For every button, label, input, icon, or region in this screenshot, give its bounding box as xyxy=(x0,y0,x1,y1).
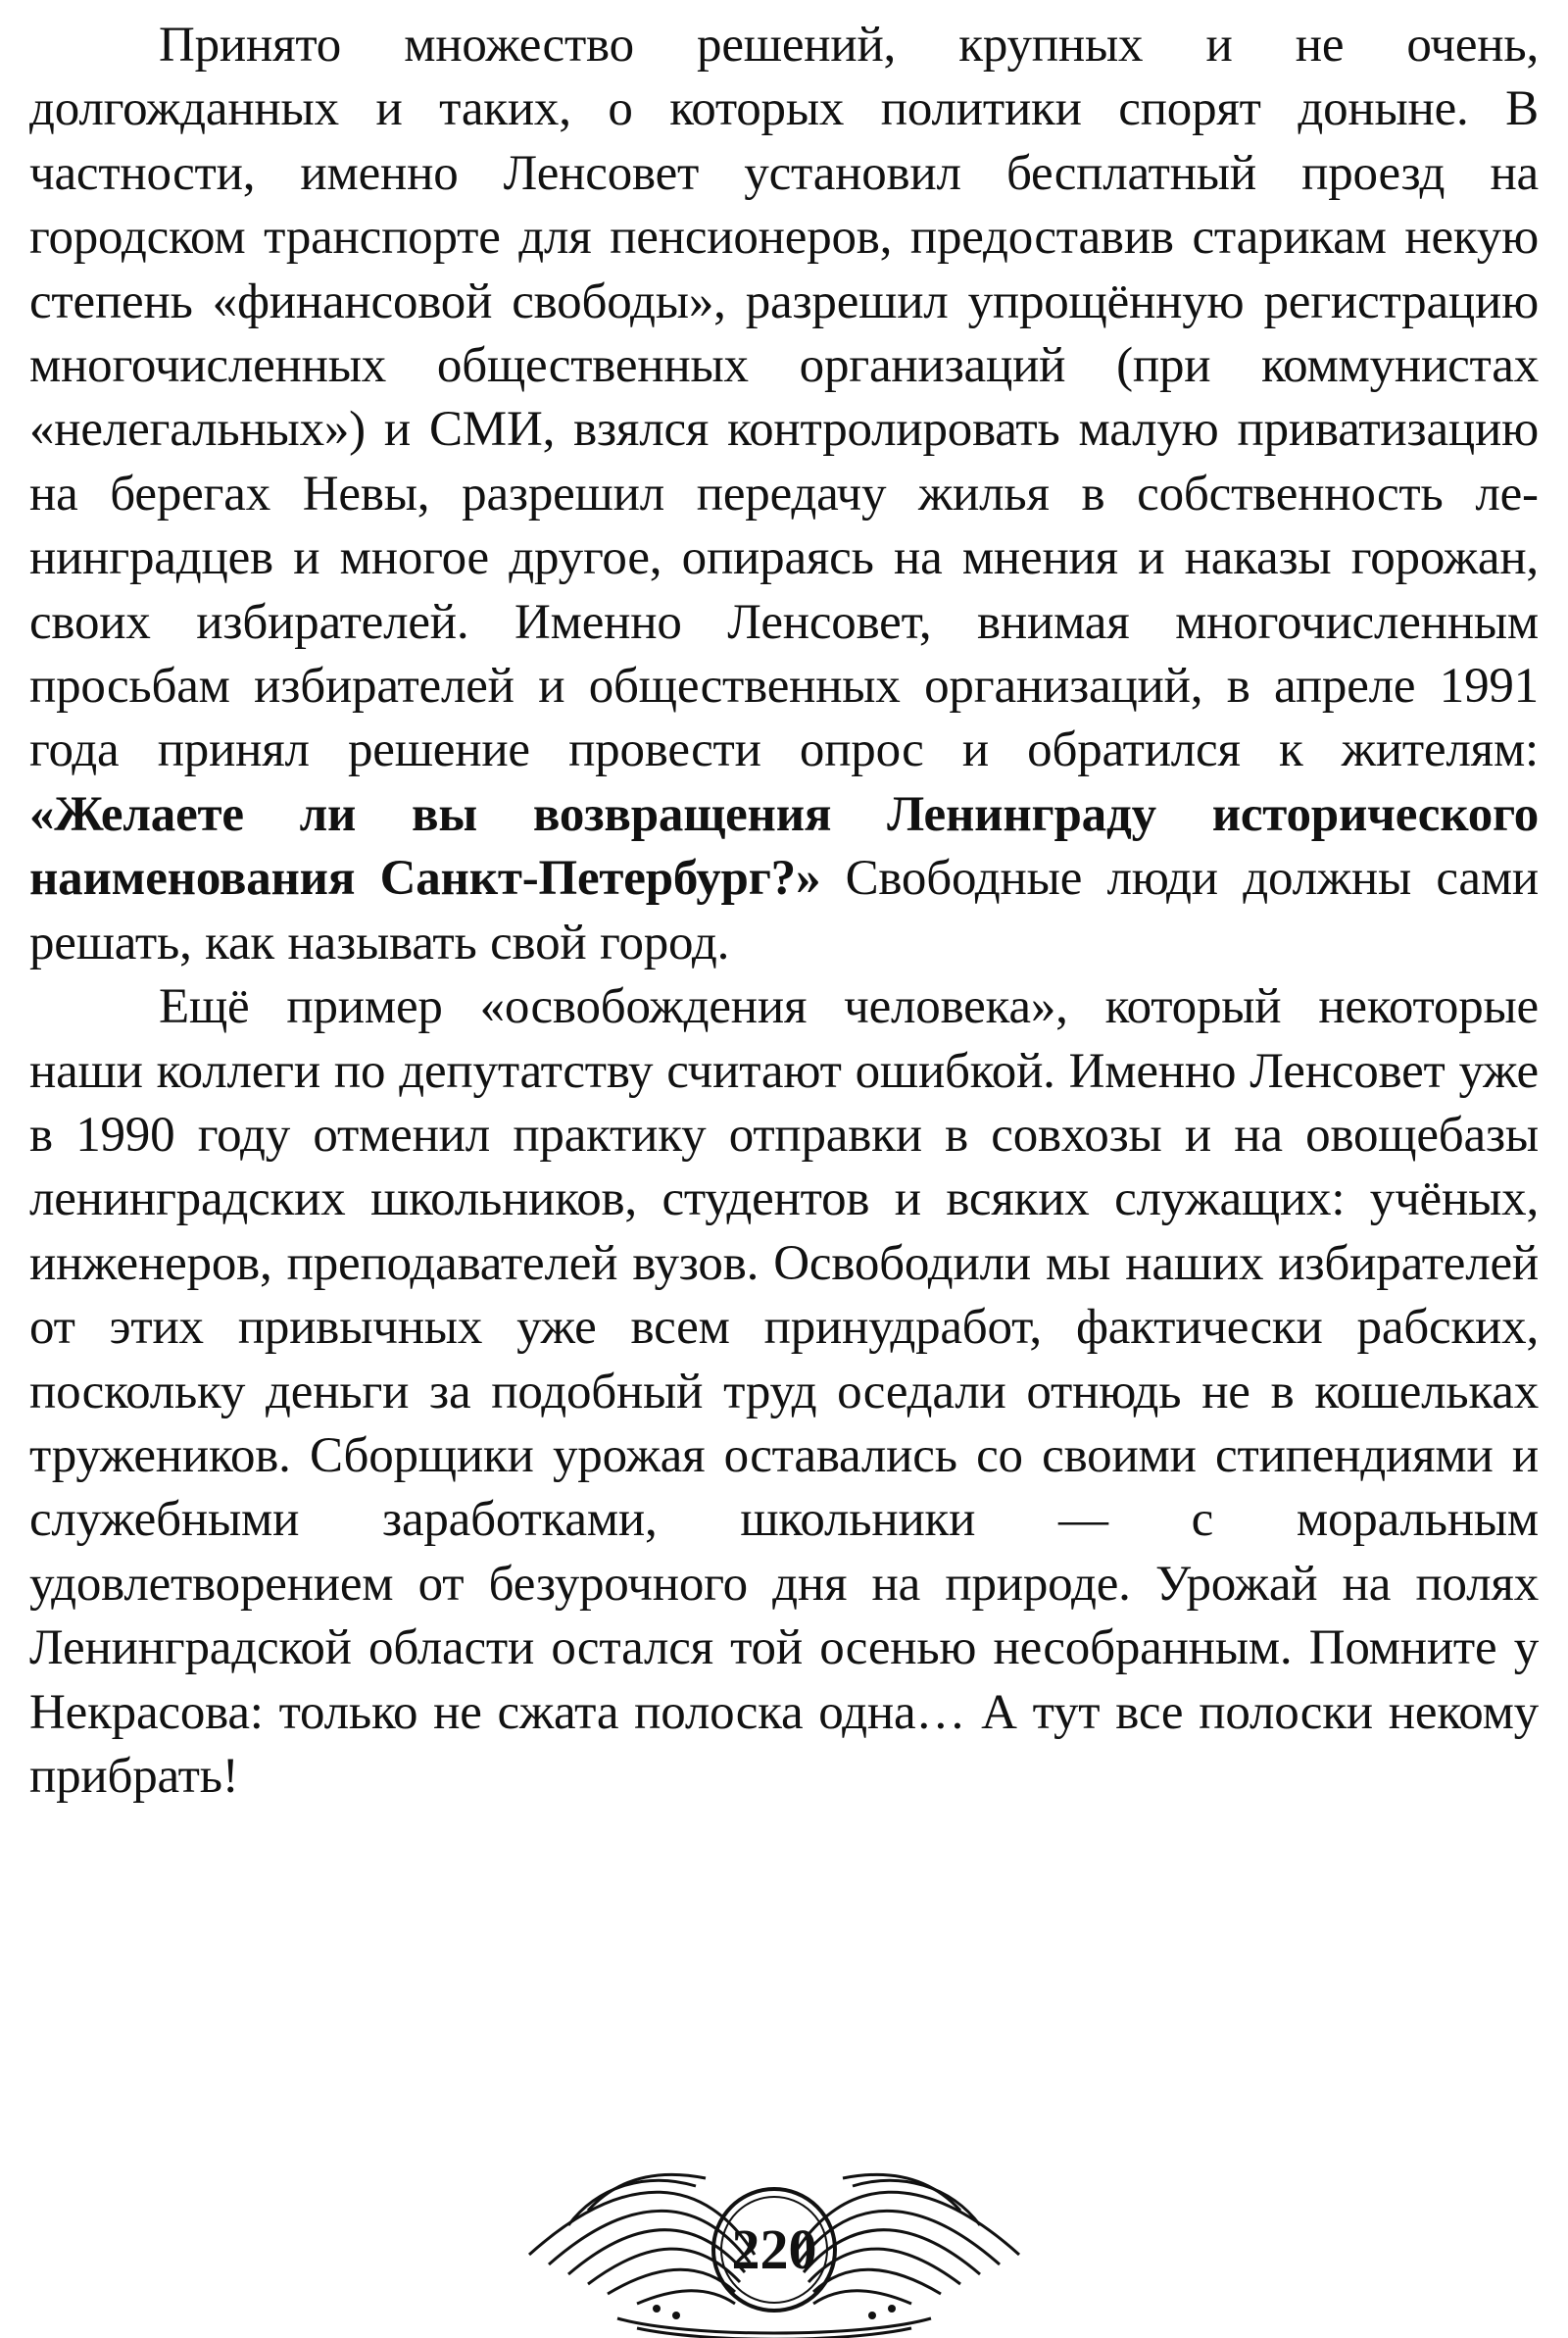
paragraph-1-text-start: Принято множество решений, крупных и не очень, долгожданных и таких, о которых политики спорят доныне. В частности, именно Ленсовет установил бесплатный проезд на городском транспорте для пенсионеров, предоставив старикам некую степень «финансовой свободы», разрешил упрощённую регистрацию многочисленных общественных организаций (при коммунистах «нелегальных») и СМИ, взялся контролировать малую приватизацию на берегах Невы, разрешил передачу жилья в собственность ленинградцев и многое другое, опираясь на мнения и наказы горожан, своих избирателей. Именно Ленсовет, внимая многочисленным просьбам избирателей и общественных организаций, в апреле 1991 года принял решение провести опрос и обратился к жителям: xyxy=(29,18,1539,778)
body-text xyxy=(29,14,1539,1809)
paragraph-1 xyxy=(29,14,1539,975)
paragraph-2 xyxy=(29,975,1539,1809)
paragraph-2-text: Ещё пример «освобождения человека», который некоторые наши коллеги по депутатству считают ошибкой. Именно Ленсовет уже в 1990 году отменил практику отправки в совхозы и на овощебазы ленинградских школьников, студентов и всяких служащих: учёных, инженеров, преподавателей вузов. Освободили мы наших избирателей от этих привычных уже всем принудработ, фактически рабских, поскольку деньги за подобный труд оседали отнюдь не в кошельках тружеников. Сборщики урожая оставались со своими стипендиями и служебными заработками, школьники — с моральным удовлетворением от безурочного дня на природе. Урожай на полях Ленинградской области остался той осенью несобранным. Помните у Некрасова: только не сжата полоска одна… А тут все полоски некому прибрать! xyxy=(29,979,1539,1804)
book-page xyxy=(29,0,1539,2338)
page-number: 220 xyxy=(731,2217,817,2281)
paragraph-1-bold-question: «Желаете ли вы возвращения Ленинграду исторического наименования Санкт-Петербург?» xyxy=(29,786,1539,907)
paragraph-1-text-end: Свободные люди должны сами решать, как называть свой город. xyxy=(29,851,1539,970)
page-footer-ornament xyxy=(510,2108,1039,2338)
